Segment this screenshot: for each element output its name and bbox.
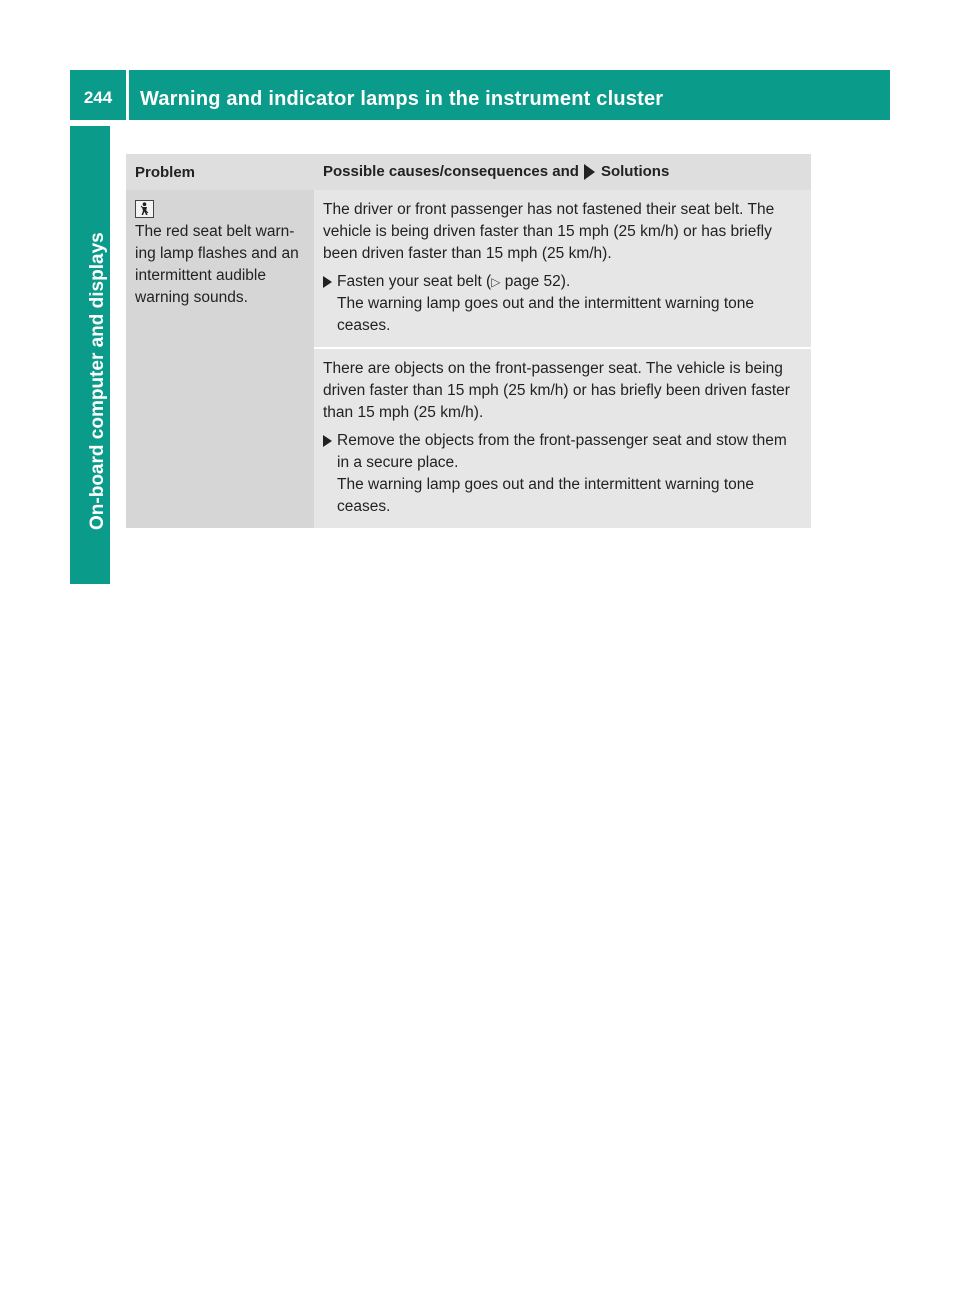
chapter-label: On-board computer and displays [87, 232, 108, 530]
column-header-solutions [314, 154, 811, 190]
problem-solution-table [126, 154, 811, 528]
step-text-2: Remove the objects from the front-passenger seat and stow them in a secure place. [337, 432, 787, 471]
cause-text-2: There are objects on the front-passenger seat. The vehicle is being driven faster than 15 mph (25 km/h) or has briefly been driven faster than 15 mph (25 km/h). [323, 360, 790, 421]
step-arrow-icon [323, 430, 337, 518]
table-header-row [126, 154, 811, 190]
solution-step-1 [323, 271, 802, 337]
problem-description: The red seat belt warn-ing lamp flashes and an intermittent audible warning sounds. [135, 223, 299, 306]
column-header-solutions-prefix: Possible causes/consequences and [323, 163, 579, 180]
result-text-2: The warning lamp goes out and the intermittent warning tone ceases. [337, 476, 755, 515]
header-divider [126, 70, 129, 120]
cause-text-1: The driver or front passenger has not fastened their seat belt. The vehicle is being driven faster than 15 mph (25 km/h) or has briefly been driven faster than 15 mph (25 km/h). [323, 201, 775, 262]
page-reference-link[interactable]: page 52). [504, 273, 571, 290]
solutions-cell [314, 190, 811, 528]
column-header-problem: Problem [135, 164, 196, 181]
cause-block-1 [314, 190, 811, 347]
cause-block-2 [314, 347, 811, 528]
solution-step-2 [323, 430, 802, 518]
seatbelt-warning-icon [135, 200, 154, 218]
step-text-1 [337, 271, 802, 293]
result-text-1: The warning lamp goes out and the intermittent warning tone ceases. [337, 295, 755, 334]
page-reference-icon: ▷ [491, 275, 501, 289]
page-title: Warning and indicator lamps in the instrument cluster [140, 88, 664, 110]
step-text-1-prefix: Fasten your seat belt ( [337, 273, 492, 290]
solution-arrow-icon [584, 164, 595, 180]
problem-cell [126, 190, 314, 528]
page-number: 244 [83, 88, 113, 107]
column-header-solutions-suffix: Solutions [600, 163, 670, 180]
table-row [126, 190, 811, 528]
step-arrow-icon [323, 271, 337, 337]
